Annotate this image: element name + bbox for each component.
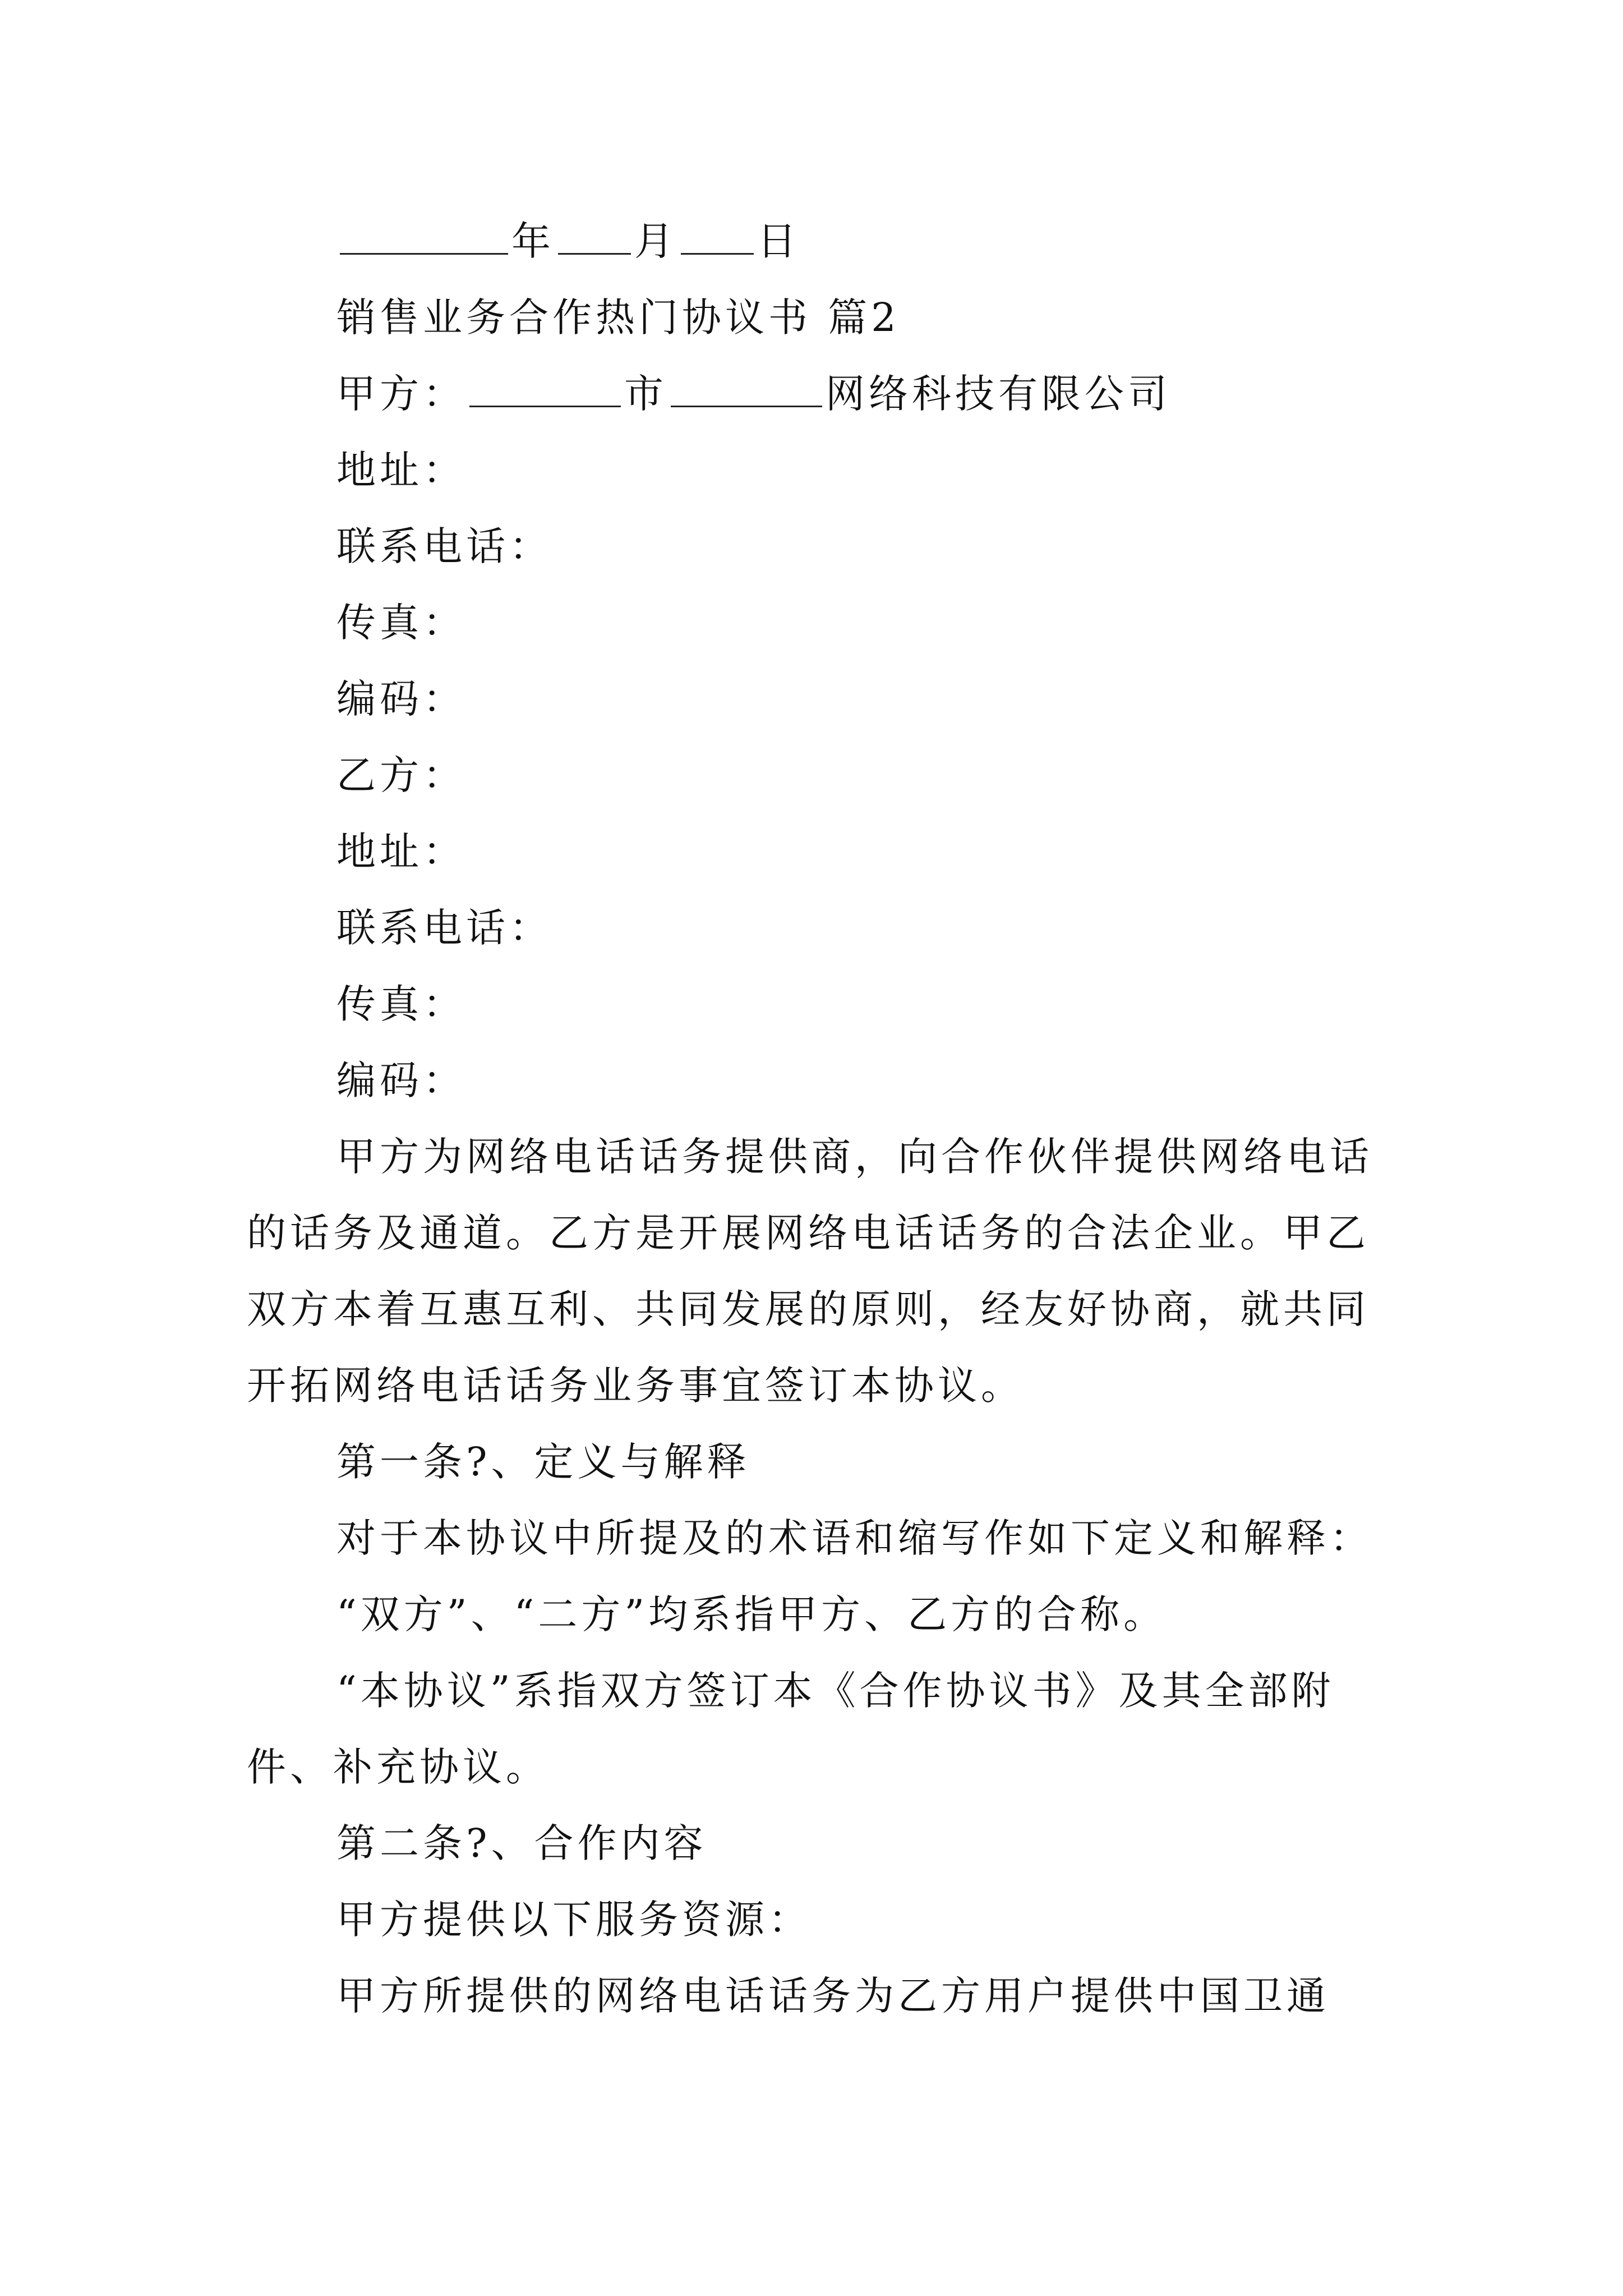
- intro-line: 甲方为网络电话话务提供商，向合作伙伴提供网络电话: [336, 1134, 1373, 1180]
- article-1-line: “双方”、“二方”均系指甲方、乙方的合称。: [336, 1591, 1167, 1637]
- party-a-phone: 联系电话：: [336, 523, 552, 569]
- intro-line: 开拓网络电话话务业务事宜签订本协议。: [247, 1363, 1024, 1409]
- month-label: 月: [634, 218, 677, 264]
- party-a-fax: 传真：: [336, 600, 466, 646]
- party-b-label: 乙方：: [336, 752, 466, 798]
- party-a-code: 编码：: [336, 676, 466, 722]
- city-blank: [469, 372, 621, 407]
- intro-line: 双方本着互惠互利、共同发展的原则，经友好协商，就共同: [247, 1286, 1370, 1332]
- article-2-title: 第二条?、合作内容: [336, 1820, 707, 1866]
- document-heading: 销售业务合作热门协议书 篇2: [336, 295, 900, 341]
- day-label: 日: [757, 218, 800, 264]
- article-1-line: “本协议”系指双方签订本《合作协议书》及其全部附: [336, 1668, 1335, 1714]
- article-1-line: 对于本协议中所提及的术语和缩写作如下定义和解释：: [336, 1515, 1373, 1561]
- year-label: 年: [511, 218, 555, 264]
- article-2-line: 甲方提供以下服务资源：: [336, 1897, 811, 1943]
- article-1-line: 件、补充协议。: [247, 1744, 549, 1790]
- date-line: [336, 213, 800, 269]
- article-2-line: 甲方所提供的网络电话话务为乙方用户提供中国卫通: [336, 1973, 1330, 2019]
- day-blank: [681, 219, 754, 255]
- year-blank: [340, 219, 508, 255]
- party-b-code: 编码：: [336, 1057, 466, 1103]
- article-1-title: 第一条?、定义与解释: [336, 1439, 750, 1485]
- party-a-label: 甲方：: [336, 371, 466, 417]
- party-b-address: 地址：: [336, 829, 466, 875]
- city-suffix: 市: [624, 371, 667, 417]
- company-blank: [671, 372, 822, 407]
- party-a-line: [336, 366, 1171, 422]
- party-b-phone: 联系电话：: [336, 905, 552, 951]
- month-blank: [558, 219, 631, 255]
- company-suffix: 网络科技有限公司: [826, 371, 1171, 417]
- party-a-address: 地址：: [336, 447, 466, 493]
- intro-line: 的话务及通道。乙方是开展网络电话话务的合法企业。甲乙: [247, 1210, 1370, 1256]
- party-b-fax: 传真：: [336, 981, 466, 1027]
